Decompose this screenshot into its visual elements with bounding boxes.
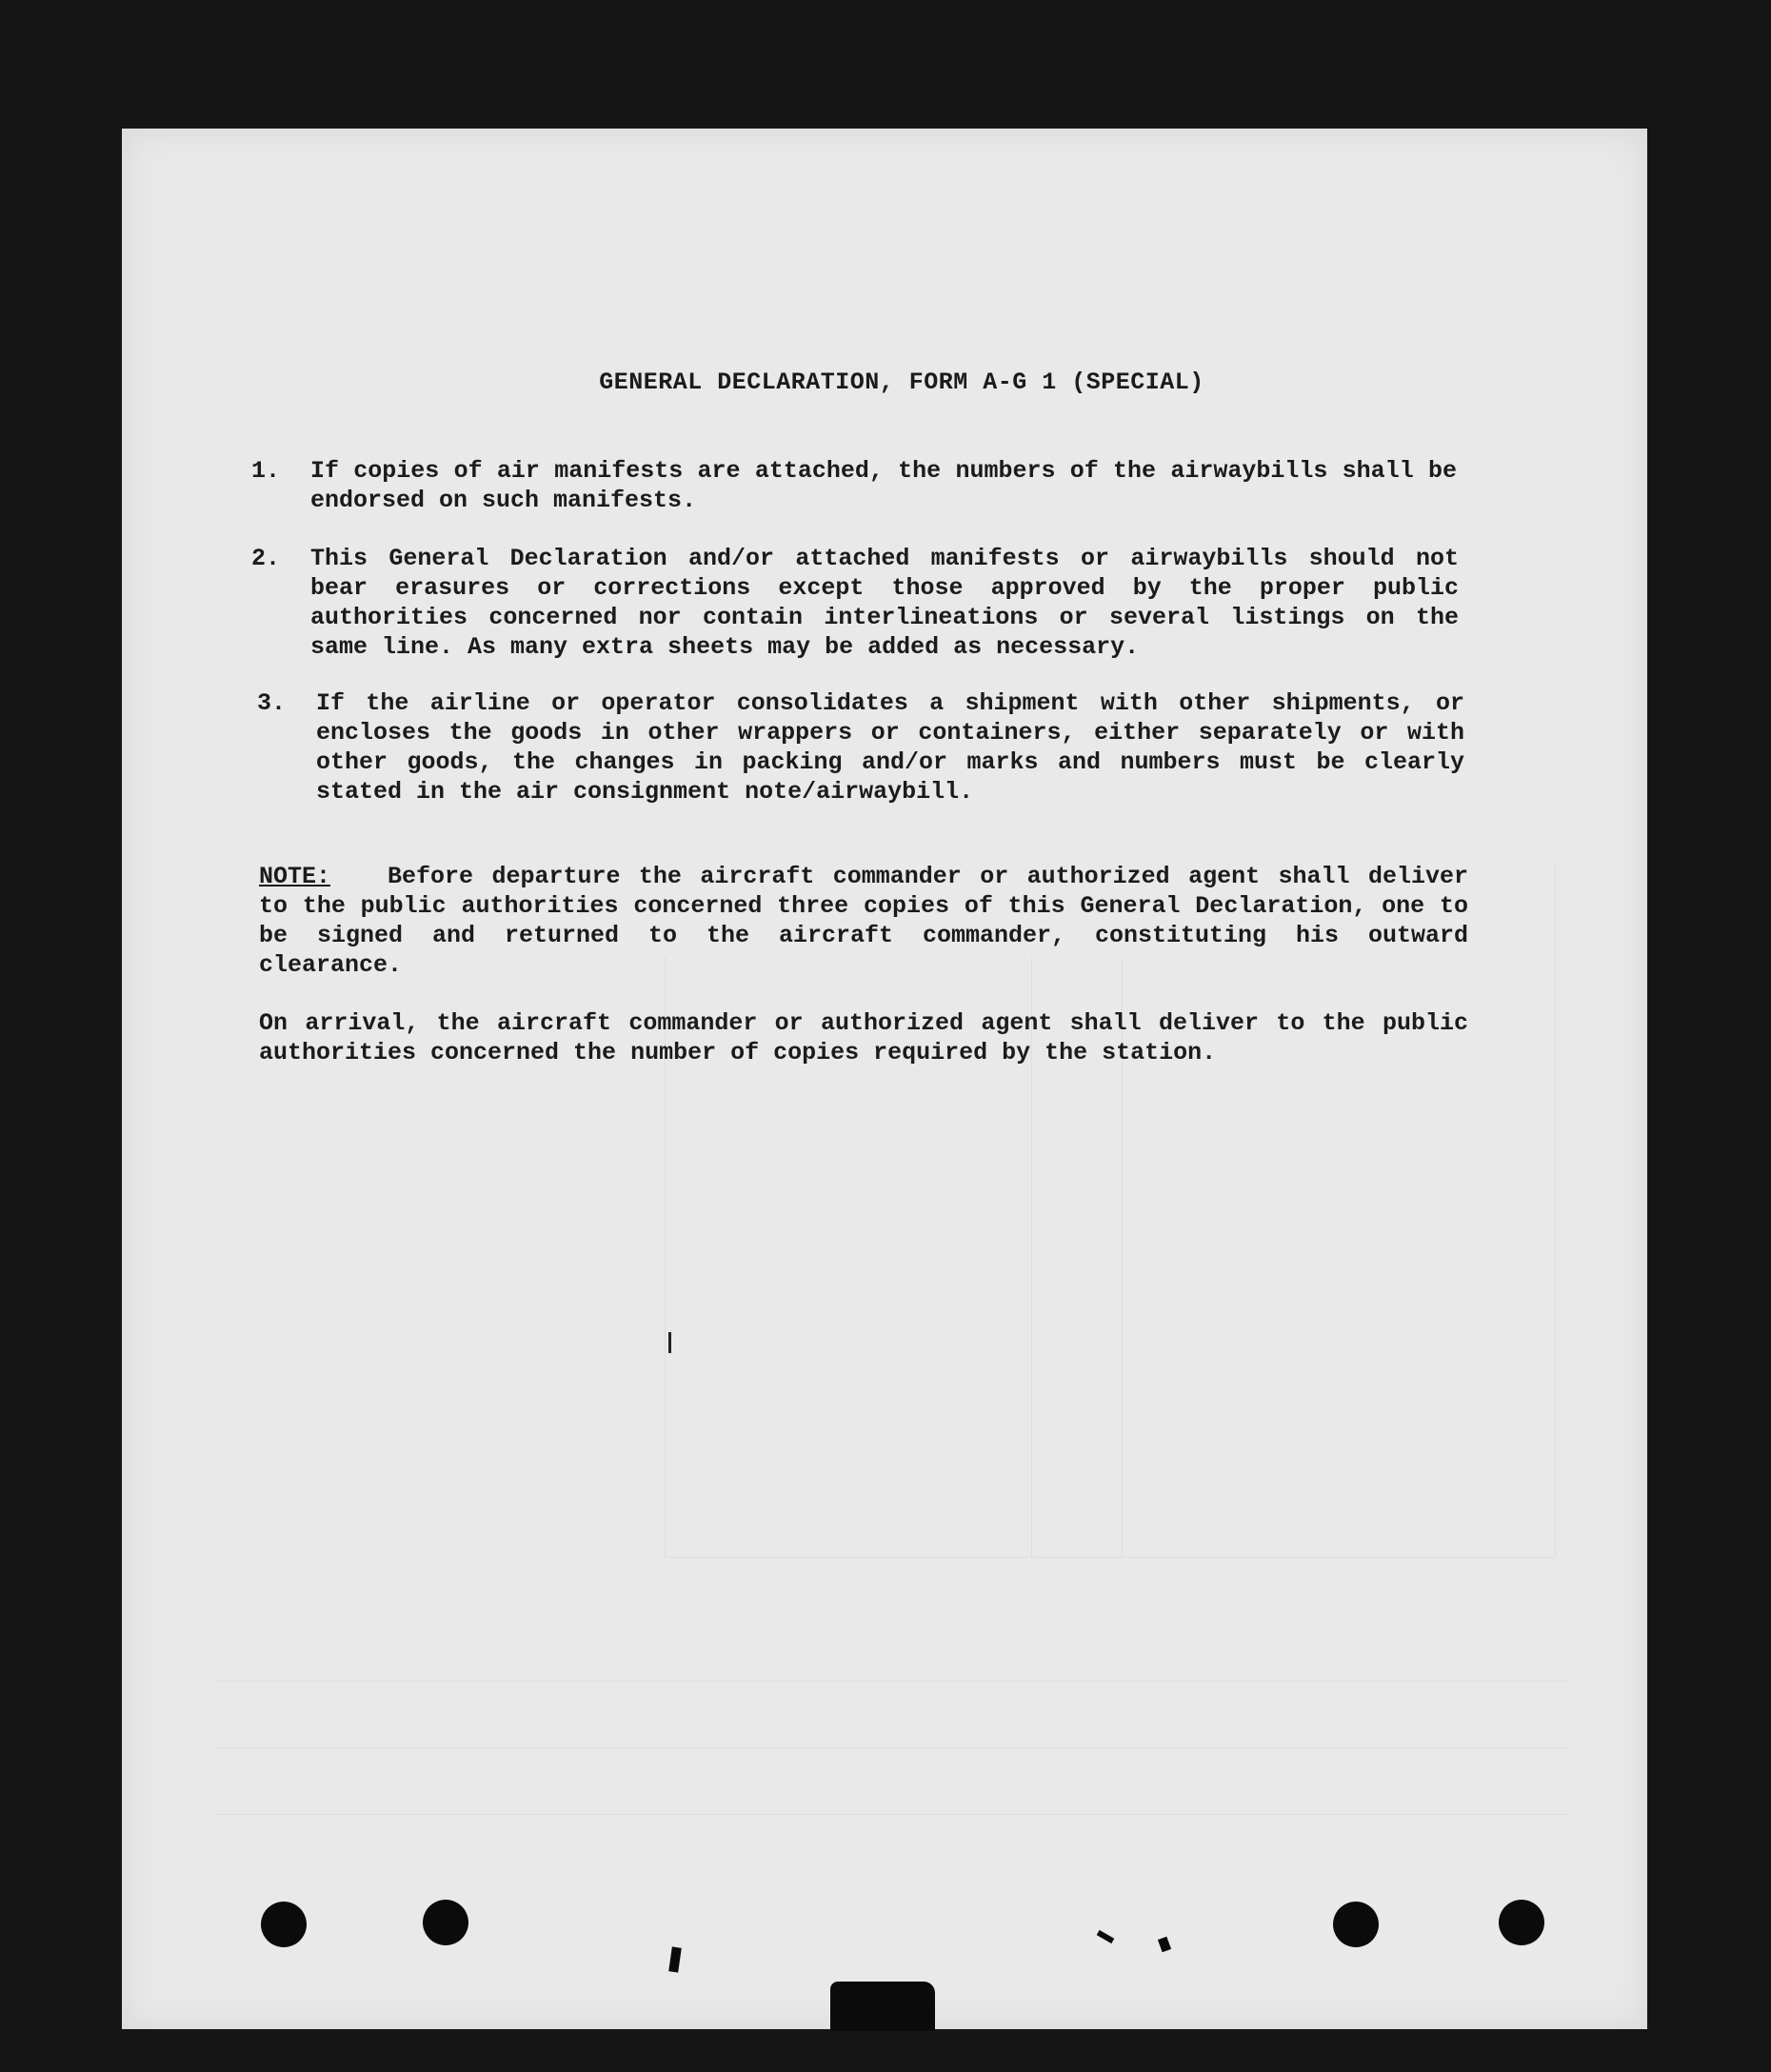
stray-mark — [668, 1332, 671, 1353]
document-title: GENERAL DECLARATION, FORM A-G 1 (SPECIAL) — [599, 369, 1204, 396]
edge-tear — [1097, 1930, 1115, 1943]
edge-tear — [830, 1982, 935, 2031]
list-item-2 — [251, 544, 1457, 664]
note-label: NOTE: — [259, 863, 331, 890]
punch-hole — [423, 1900, 468, 1945]
arrival-paragraph: On arrival, the aircraft commander or authorized agent shall deliver to the public authorities concerned the number of copies required by the station. — [259, 1009, 1468, 1066]
punch-hole — [261, 1902, 307, 1947]
list-item-text: If the airline or operator consolidates a shipment with other shipments, or encloses the goods in other wrappers or containers, either separately or with other goods, the changes in packing and/or marks and numbers must be clearly stated in the air consignment note/airwaybill. — [316, 689, 1464, 806]
list-item-number: 3. — [257, 689, 287, 717]
list-item-1 — [251, 456, 1457, 517]
bleed-through-line — [665, 1557, 1555, 1558]
bleed-through-line — [217, 1681, 1569, 1682]
edge-tear — [1158, 1937, 1171, 1953]
list-item-text: If copies of air manifests are attached, the numbers of the airwaybills shall be endorsed on such manifests. — [310, 457, 1457, 514]
list-item-3 — [257, 688, 1463, 808]
bleed-through-line — [1555, 862, 1556, 1557]
bleed-through-line — [217, 1747, 1569, 1748]
list-item-number: 1. — [251, 457, 281, 485]
document-page — [122, 129, 1647, 2029]
bleed-through-line — [217, 1814, 1569, 1815]
punch-hole — [1499, 1900, 1544, 1945]
list-item-text: This General Declaration and/or attached manifests or airwaybills should not bear erasures or corrections except those approved by the proper public authorities concerned nor contain interlineations or several listings on the same line. As many extra sheets may be added as necessary. — [310, 545, 1459, 661]
note-paragraph — [259, 862, 1468, 980]
punch-hole — [1333, 1902, 1379, 1947]
edge-tear — [668, 1946, 682, 1972]
note-text: Before departure the aircraft commander or authorized agent shall deliver to the public authorities concerned three copies of this General Declaration, one to be signed and returned to the aircraft commander, constituting his outward clearance. — [259, 863, 1468, 979]
list-item-number: 2. — [251, 545, 281, 572]
